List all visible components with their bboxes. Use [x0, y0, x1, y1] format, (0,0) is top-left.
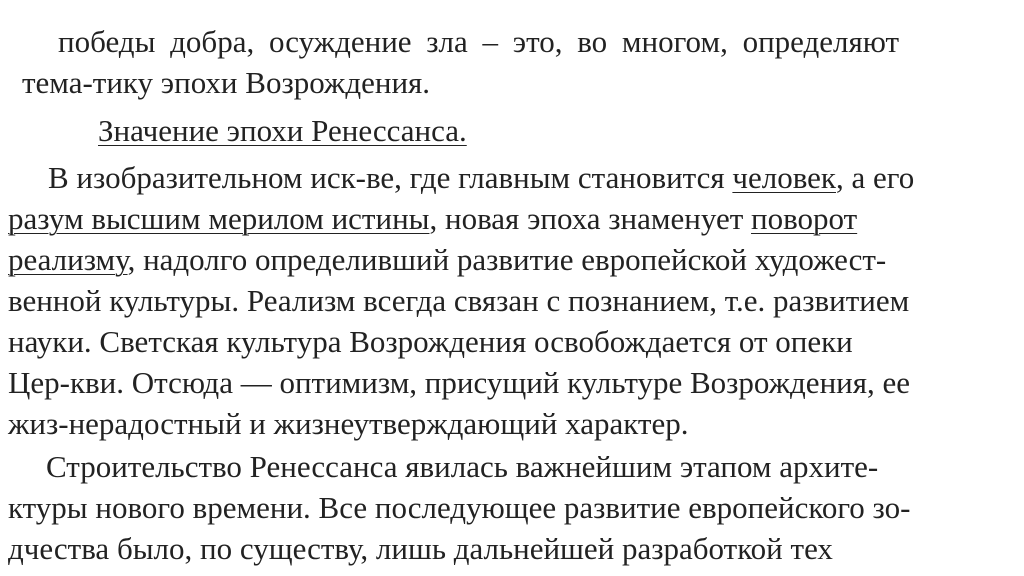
p1-text-2b: , новая эпоха знаменует	[429, 201, 752, 236]
paragraph1-line-2	[8, 198, 857, 239]
p1-text-3b: , надолго определивший развитие европейской художест-	[127, 242, 887, 277]
underlined-term-realizmu: реализму	[8, 242, 128, 277]
paragraph1-line-1	[48, 157, 914, 198]
intro-line-1	[58, 21, 899, 62]
paragraph1-line-3	[8, 239, 886, 280]
intro-line-2	[22, 62, 430, 103]
p1-text-1a: В изобразительном иск-ве, где главным становится	[48, 160, 733, 195]
paragraph1-line-4: венной культуры. Реализм всегда связан с познанием, т.е. развитием	[8, 283, 910, 318]
underlined-term-povorot: поворот	[751, 201, 858, 236]
paragraph1-line-7: жиз-нерадостный и жизнеутверждающий характер.	[8, 406, 689, 441]
section-heading: Значение эпохи Ренессанса.	[98, 113, 467, 148]
paragraph2-line-1: Строительство Ренессанса явилась важнейшим этапом архите-	[46, 449, 879, 484]
paragraph1-line-5: науки. Светская культура Возрождения освобождается от опеки	[8, 324, 853, 359]
paragraph1-line-6: Цер-кви. Отсюда — оптимизм, присущий культуре Возрождения, ее	[8, 365, 911, 400]
p1-text-1b: , а его	[836, 160, 915, 195]
paragraph2-line-3: дчества было, по существу, лишь дальнейшей разработкой тех	[8, 531, 833, 566]
intro-text-1: победы добра, осуждение зла – это, во многом, определяют	[58, 24, 900, 59]
underlined-term-chelovek: человек	[732, 160, 836, 195]
paragraph2-line-2: ктуры нового времени. Все последующее развитие европейского зо-	[8, 490, 911, 525]
intro-text-2: тема-тику эпохи Возрождения.	[22, 65, 431, 100]
underlined-term-razum: разум высшим мерилом истины	[8, 201, 430, 236]
